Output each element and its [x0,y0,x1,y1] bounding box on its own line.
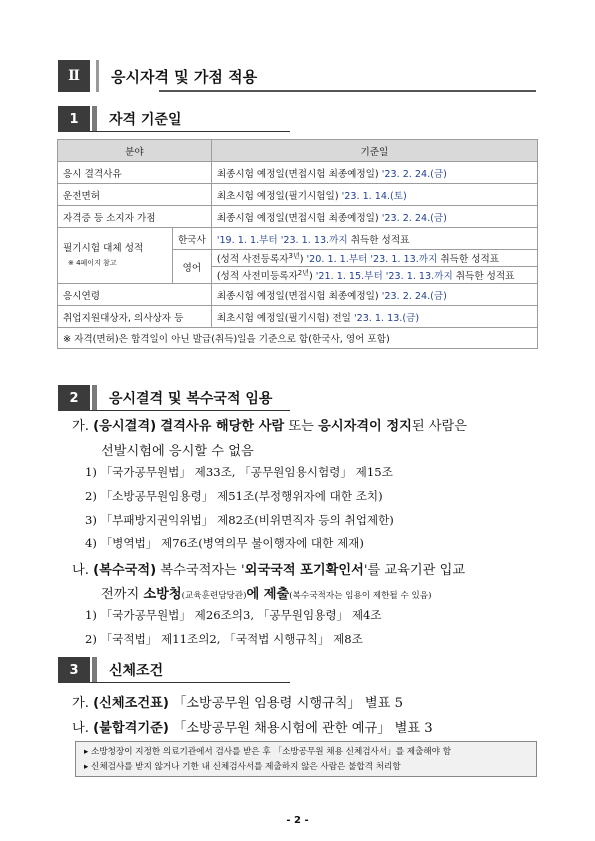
table-row: 취업지원대상자, 의사상자 등 최초시험 예정일(필기시험) 전일 '23. 1. 13.(금) [58,306,538,328]
chapter-number: Ⅱ [58,60,90,92]
item-na-line2: 전까지 소방청(교육훈련담당관)에 제출(복수국적자는 임용이 제한될 수 있음) [101,587,432,602]
list-item: 1) 「국가공무원법」 제26조의3, 「공무원임용령」 제4조 [85,608,382,622]
table-row: 응시 결격사유 최종시험 예정일(면접시험 최종예정일) '23. 2. 24.(금) [58,162,538,184]
list-item: 2) 「국적법」 제11조의2, 「국적법 시행규칙」 제8조 [85,632,363,646]
section-header-3 [58,657,536,683]
section-number: 3 [58,657,90,683]
chapter-underline [159,90,536,92]
item-body-table: 가. (신체조건표) 「소방공무원 임용령 시행규칙」 별표 5 [72,696,403,711]
page-number: - 2 - [286,815,309,826]
section-title: 자격 기준일 [109,112,182,128]
chapter-title: 응시자격 및 가점 적용 [111,67,258,86]
list-item: 3) 「부패방지권익위법」 제82조(비위면직자 등의 취업제한) [85,513,394,527]
table-row: 자격증 등 소지자 가점 최종시험 예정일(면접시험 최종예정일) '23. 2. 24.(금) [58,206,538,228]
table-footnote: ※ 자격(면허)은 합격일이 아닌 발급(취득)일을 기준으로 함(한국사, 영어 포함) [58,328,538,349]
section-number: 1 [58,106,90,132]
chapter-header [58,60,536,92]
section-title: 신체조건 [109,663,164,679]
list-item: 4) 「병역법」 제76조(병역의무 불이행자에 대한 제재) [85,536,364,550]
chapter-divider [96,60,99,92]
table-row: 운전면허 최초시험 예정일(필기시험일) '23. 1. 14.(토) [58,184,538,206]
item-ga-line1: 가. (응시결격) 결격사유 해당한 사람 또는 응시자격이 정지된 사람은 [72,419,468,434]
section-header-2 [58,385,536,411]
criteria-table: 분야 기준일 응시 결격사유 최종시험 예정일(면접시험 최종예정일) '23. 2. 24.(금) 운전면허 최초시험 예정일(필기시험일) '23. 1. 14.(토) 자격증 등 소지자 가점 최종시험 예정일(면접시험 최종예정일) '23. 2. 24.(금) 필기시험 대체 성적 ※ 4페이지 참고 한국사 '19. 1. 1.부터 '23. 1. 13.까지 취득한 성적표 영어 (성적 사전등록자$^{3년}$) '20. 1. 1.부터 '23. 1. 13.까지 취득한 성적표 (성적 사전미등록자$^{2년}$) '21. 1. 15.부터 '23. 1. 13.까지 취득한 성적표 응시연령 최종시험 예정일(면접시험 최종예정일) '23. 2. 24.(금) 취업지원대상자, 의사상자 등 최초시험 예정일(필기시험) 전일 '23. 1. 13.(금) ※ 자격(면허)은 합격일이 아닌 발급(취득)일을 기준으로 함(한국사, 영어 포함) [57,139,538,349]
notice-box [75,741,537,777]
section-number: 2 [58,385,90,411]
notice-item: ▸ 소방청장이 지정한 의료기관에서 검사를 받은 후 「소방공무원 채용 신체검사서」를 제출해야 함 [84,747,452,757]
table-header-date: 기준일 [211,140,537,162]
list-item: 1) 「국가공무원법」 제33조, 「공무원임용시험령」 제15조 [85,465,393,479]
item-ga-line2: 선발시험에 응시할 수 없음 [101,444,254,459]
list-item: 2) 「소방공무원임용령」 제51조(부정행위자에 대한 조치) [85,489,383,503]
notice-item: ▸ 신체검사를 받지 않거나 기한 내 신체검사서를 제출하지 않은 사람은 불합격 처리함 [84,762,401,772]
item-fail-criteria: 나. (불합격기준) 「소방공무원 채용시험에 관한 예규」 별표 3 [72,721,433,736]
item-na-line1: 나. (복수국적) 복수국적자는 '외국국적 포기확인서'를 교육기관 입교 [72,563,466,578]
section-title: 응시결격 및 복수국적 임용 [109,391,273,407]
table-row-written: 필기시험 대체 성적 ※ 4페이지 참고 한국사 '19. 1. 1.부터 '23. 1. 13.까지 취득한 성적표 [58,228,538,250]
table-row: 응시연령 최종시험 예정일(면접시험 최종예정일) '23. 2. 24.(금) [58,284,538,306]
table-header-field: 분야 [58,140,212,162]
section-header-1 [58,106,536,132]
